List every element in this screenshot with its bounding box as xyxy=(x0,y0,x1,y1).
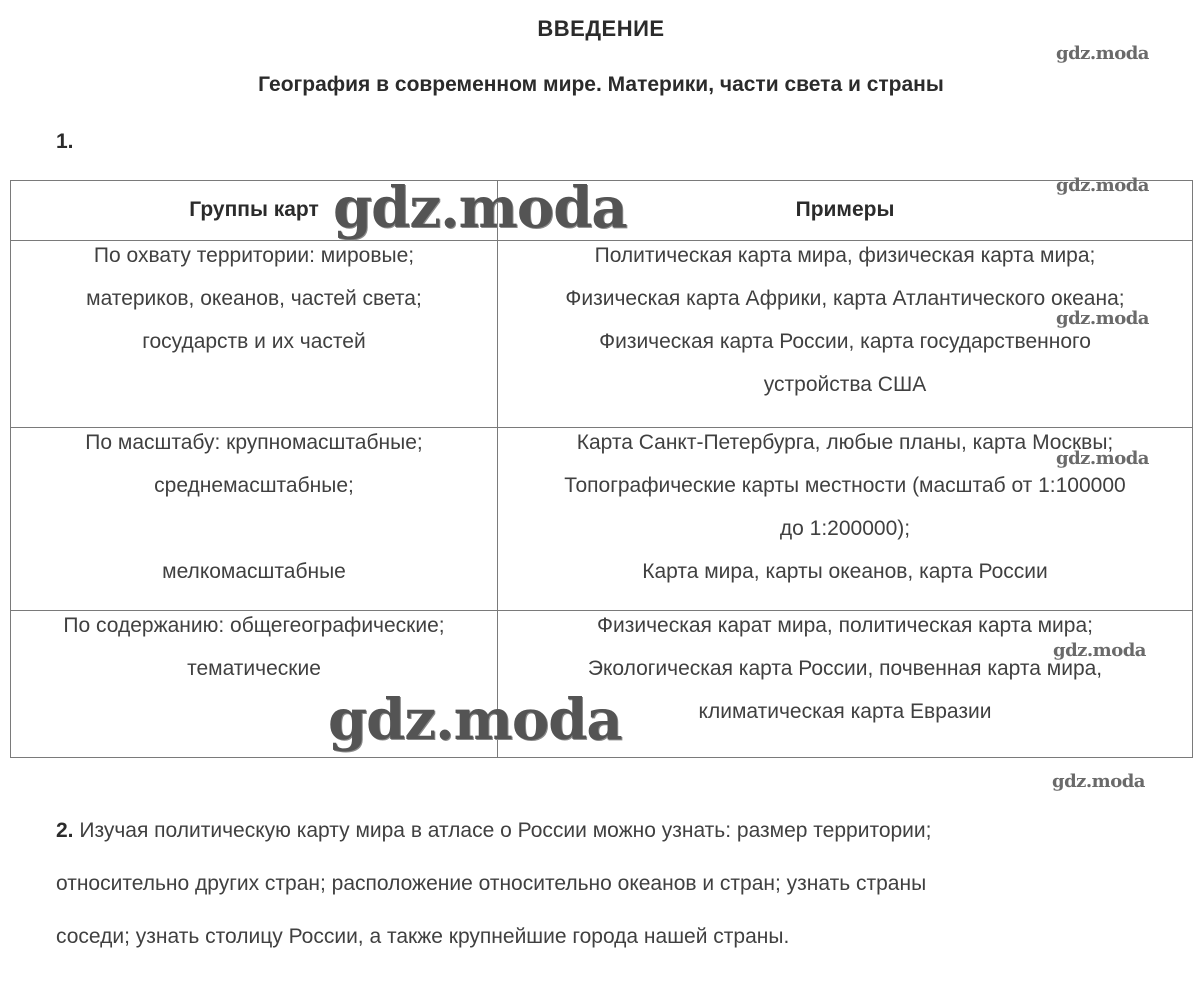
page-subheading: География в современном мире. Материки, части света и страны xyxy=(258,73,944,96)
cell-line: Физическая карта России, карта государственного xyxy=(599,330,1091,353)
cell-line: материков, океанов, частей света; xyxy=(86,287,422,310)
cell-line: тематические xyxy=(187,657,321,680)
header-groups: Группы карт xyxy=(11,181,498,241)
watermark-small: gdz.moda xyxy=(1056,43,1149,64)
watermark-large: gdz.moda xyxy=(328,687,622,753)
cell-line: Экологическая карта России, почвенная карта мира, xyxy=(587,657,1103,680)
watermark-small: gdz.moda xyxy=(1056,448,1149,469)
header-examples: Примеры xyxy=(498,181,1193,241)
task-2-number: 2. xyxy=(56,819,74,842)
group-cell xyxy=(11,241,498,428)
cell-line: По охвату территории: мировые; xyxy=(93,244,415,267)
watermark-small: gdz.moda xyxy=(1053,640,1146,661)
task-1-number: 1. xyxy=(56,130,74,153)
examples-cell xyxy=(498,241,1193,428)
cell-line: По масштабу: крупномасштабные; xyxy=(85,431,423,454)
table-row xyxy=(11,428,1193,611)
cell-line: среднемасштабные; xyxy=(154,474,354,497)
cell-line: Карта Санкт-Петербурга, любые планы, карта Москвы; xyxy=(576,431,1114,454)
watermark-small: gdz.moda xyxy=(1052,771,1145,792)
cell-line xyxy=(15,514,493,557)
watermark-large: gdz.moda xyxy=(333,175,627,241)
cell-line: Физическая карта Африки, карта Атлантического океана; xyxy=(565,287,1125,310)
cell-line: По содержанию: общегеографические; xyxy=(63,614,445,637)
answer-line: Изучая политическую карту мира в атласе о России можно узнать: размер территории; xyxy=(79,819,932,842)
cell-line: до 1:200000); xyxy=(779,517,911,540)
watermark-small: gdz.moda xyxy=(1056,308,1149,329)
answer-line: соседи; узнать столицу России, а также крупнейшие города нашей страны. xyxy=(56,925,790,948)
task-2-answer xyxy=(56,804,1166,963)
cell-line: климатическая карта Евразии xyxy=(698,700,992,723)
cell-line: устройства США xyxy=(763,373,927,396)
page-heading: ВВЕДЕНИЕ xyxy=(537,16,665,41)
group-cell xyxy=(11,428,498,611)
cell-line: мелкомасштабные xyxy=(162,560,346,583)
cell-line: государств и их частей xyxy=(142,330,366,353)
cell-line: Политическая карта мира, физическая карта мира; xyxy=(594,244,1096,267)
cell-line: Карта мира, карты океанов, карта России xyxy=(642,560,1048,583)
table-row xyxy=(11,241,1193,428)
map-groups-table xyxy=(10,175,1193,758)
cell-line: Физическая карат мира, политическая карта мира; xyxy=(597,614,1093,637)
watermark-small: gdz.moda xyxy=(1056,175,1149,196)
answer-line: относительно других стран; расположение относительно океанов и стран; узнать страны xyxy=(56,872,927,895)
cell-line: Топографические карты местности (масштаб от 1:100000 xyxy=(564,474,1126,497)
